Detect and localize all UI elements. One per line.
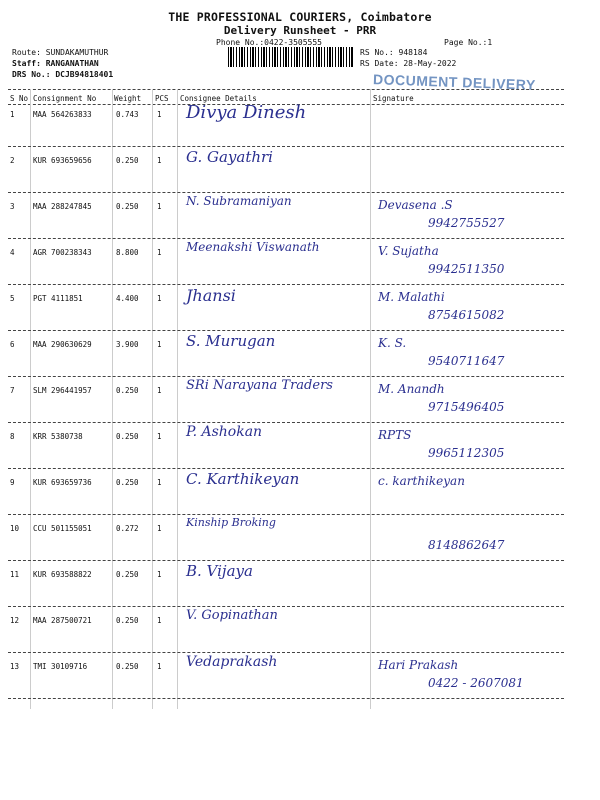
row-sno: 12: [10, 616, 20, 625]
row-signature-handwritten: K. S.: [378, 336, 407, 350]
row-consignee-handwritten: Vedaprakash: [186, 654, 278, 670]
row-divider: [8, 606, 564, 607]
staff-line: [12, 59, 99, 68]
row-sno: 8: [10, 432, 15, 441]
row-sno: 7: [10, 386, 15, 395]
row-divider: [8, 514, 564, 515]
col-separator: [177, 89, 178, 709]
row-consignment-no: AGR 700238343: [33, 248, 92, 257]
row-sno: 9: [10, 478, 15, 487]
row-weight: 8.800: [116, 248, 139, 257]
row-sno: 11: [10, 570, 20, 579]
row-pcs: 1: [157, 294, 162, 303]
row-signature-phone: 8148862647: [428, 538, 505, 552]
row-signature-phone: 8754615082: [428, 308, 505, 322]
row-pcs: 1: [157, 156, 162, 165]
row-divider: [8, 468, 564, 469]
row-consignee-handwritten: C. Karthikeyan: [186, 470, 300, 488]
row-sno: 10: [10, 524, 20, 533]
row-sno: 2: [10, 156, 15, 165]
row-signature-phone: 9715496405: [428, 400, 505, 414]
col-weight: Weight: [114, 94, 142, 103]
row-weight: 0.250: [116, 432, 139, 441]
row-pcs: 1: [157, 616, 162, 625]
row-weight: 0.250: [116, 616, 139, 625]
row-consignment-no: CCU 501155051: [33, 524, 92, 533]
row-divider: [8, 238, 564, 239]
col-pcs: PCS: [155, 94, 169, 103]
col-separator: [370, 89, 371, 709]
row-weight: 0.250: [116, 386, 139, 395]
route-label: Route: SUNDAKAMUTHUR: [12, 48, 109, 57]
row-signature-phone: 9942755527: [428, 216, 505, 230]
row-divider: [8, 698, 564, 699]
row-consignee-handwritten: Divya Dinesh: [186, 102, 307, 123]
row-consignment-no: SLM 296441957: [33, 386, 92, 395]
col-consignment: Consignment No: [33, 94, 97, 103]
runsheet-title: Delivery Runsheet - PRR: [223, 24, 377, 37]
row-divider: [8, 284, 564, 285]
row-weight: 0.743: [116, 110, 139, 119]
row-consignment-no: MAA 288247845: [33, 202, 92, 211]
row-pcs: 1: [157, 662, 162, 671]
row-consignee-handwritten: Kinship Broking: [186, 516, 276, 529]
col-sno: S No: [10, 94, 29, 103]
row-signature-phone: 9540711647: [428, 354, 505, 368]
page-number: Page No.:1: [444, 38, 493, 47]
col-separator: [112, 89, 113, 709]
row-pcs: 1: [157, 248, 162, 257]
row-sno: 1: [10, 110, 15, 119]
row-consignee-handwritten: Jhansi: [186, 286, 236, 305]
row-weight: 4.400: [116, 294, 139, 303]
row-consignee-handwritten: B. Vijaya: [186, 562, 253, 580]
row-consignment-no: TMI 30109716: [33, 662, 88, 671]
row-pcs: 1: [157, 524, 162, 533]
row-consignee-handwritten: P. Ashokan: [186, 424, 263, 440]
col-separator: [152, 89, 153, 709]
col-signature: Signature: [373, 94, 414, 103]
row-weight: 0.250: [116, 570, 139, 579]
row-consignee-handwritten: V. Gopinathan: [186, 608, 278, 623]
row-sno: 6: [10, 340, 15, 349]
row-consignment-no: KUR 693659656: [33, 156, 92, 165]
row-signature-handwritten: RPTS: [378, 428, 412, 442]
row-consignment-no: PGT 4111851: [33, 294, 83, 303]
row-consignee-handwritten: N. Subramaniyan: [186, 194, 292, 208]
rs-date: RS Date: 28-May-2022: [360, 59, 457, 68]
row-pcs: 1: [157, 110, 162, 119]
col-consignee: Consignee Details: [180, 94, 257, 103]
row-signature-phone: 9965112305: [428, 446, 505, 460]
row-consignment-no: KUR 693659736: [33, 478, 92, 487]
staff-label: Staff:: [12, 59, 41, 68]
row-pcs: 1: [157, 570, 162, 579]
row-consignment-no: MAA 290630629: [33, 340, 92, 349]
row-signature-handwritten: Hari Prakash: [378, 658, 459, 672]
row-consignee-handwritten: Meenakshi Viswanath: [186, 240, 320, 254]
row-sno: 13: [10, 662, 20, 671]
row-signature-phone: 0422 - 2607081: [428, 676, 524, 690]
company-title: THE PROFESSIONAL COURIERS, Coimbatore: [168, 10, 432, 24]
row-consignment-no: MAA 564263833: [33, 110, 92, 119]
row-pcs: 1: [157, 202, 162, 211]
row-divider: [8, 560, 564, 561]
row-pcs: 1: [157, 478, 162, 487]
row-signature-phone: 9942511350: [428, 262, 505, 276]
row-sno: 4: [10, 248, 15, 257]
rs-number: RS No.: 948184: [360, 48, 428, 57]
row-consignee-handwritten: S. Murugan: [186, 332, 276, 350]
row-weight: 0.250: [116, 156, 139, 165]
row-consignee-handwritten: G. Gayathri: [186, 148, 273, 166]
drs-number: DRS No.: DCJB94818401: [12, 70, 114, 79]
header-top-rule: [8, 89, 564, 90]
row-weight: 0.250: [116, 478, 139, 487]
row-signature-handwritten: M. Anandh: [378, 382, 445, 396]
row-divider: [8, 652, 564, 653]
row-weight: 3.900: [116, 340, 139, 349]
row-pcs: 1: [157, 340, 162, 349]
document-delivery-stamp: DOCUMENT DELIVERY: [372, 71, 537, 93]
row-consignee-handwritten: SRi Narayana Traders: [186, 378, 333, 393]
row-divider: [8, 376, 564, 377]
row-sno: 3: [10, 202, 15, 211]
row-signature-handwritten: Devasena .S: [378, 198, 453, 212]
row-divider: [8, 330, 564, 331]
row-consignment-no: MAA 287500721: [33, 616, 92, 625]
row-divider: [8, 422, 564, 423]
row-consignment-no: KRR 5380738: [33, 432, 83, 441]
row-pcs: 1: [157, 432, 162, 441]
phone-number: Phone No.:0422-3505555: [216, 38, 322, 47]
row-divider: [8, 146, 564, 147]
row-divider: [8, 192, 564, 193]
row-signature-handwritten: M. Malathi: [378, 290, 445, 304]
col-separator: [30, 89, 31, 709]
staff-name: RANGANATHAN: [45, 59, 99, 68]
row-signature-handwritten: V. Sujatha: [378, 244, 439, 258]
row-sno: 5: [10, 294, 15, 303]
row-pcs: 1: [157, 386, 162, 395]
row-weight: 0.250: [116, 662, 139, 671]
row-consignment-no: KUR 693588822: [33, 570, 92, 579]
row-weight: 0.272: [116, 524, 139, 533]
row-weight: 0.250: [116, 202, 139, 211]
barcode: [228, 47, 354, 67]
row-signature-handwritten: c. karthikeyan: [378, 474, 465, 488]
